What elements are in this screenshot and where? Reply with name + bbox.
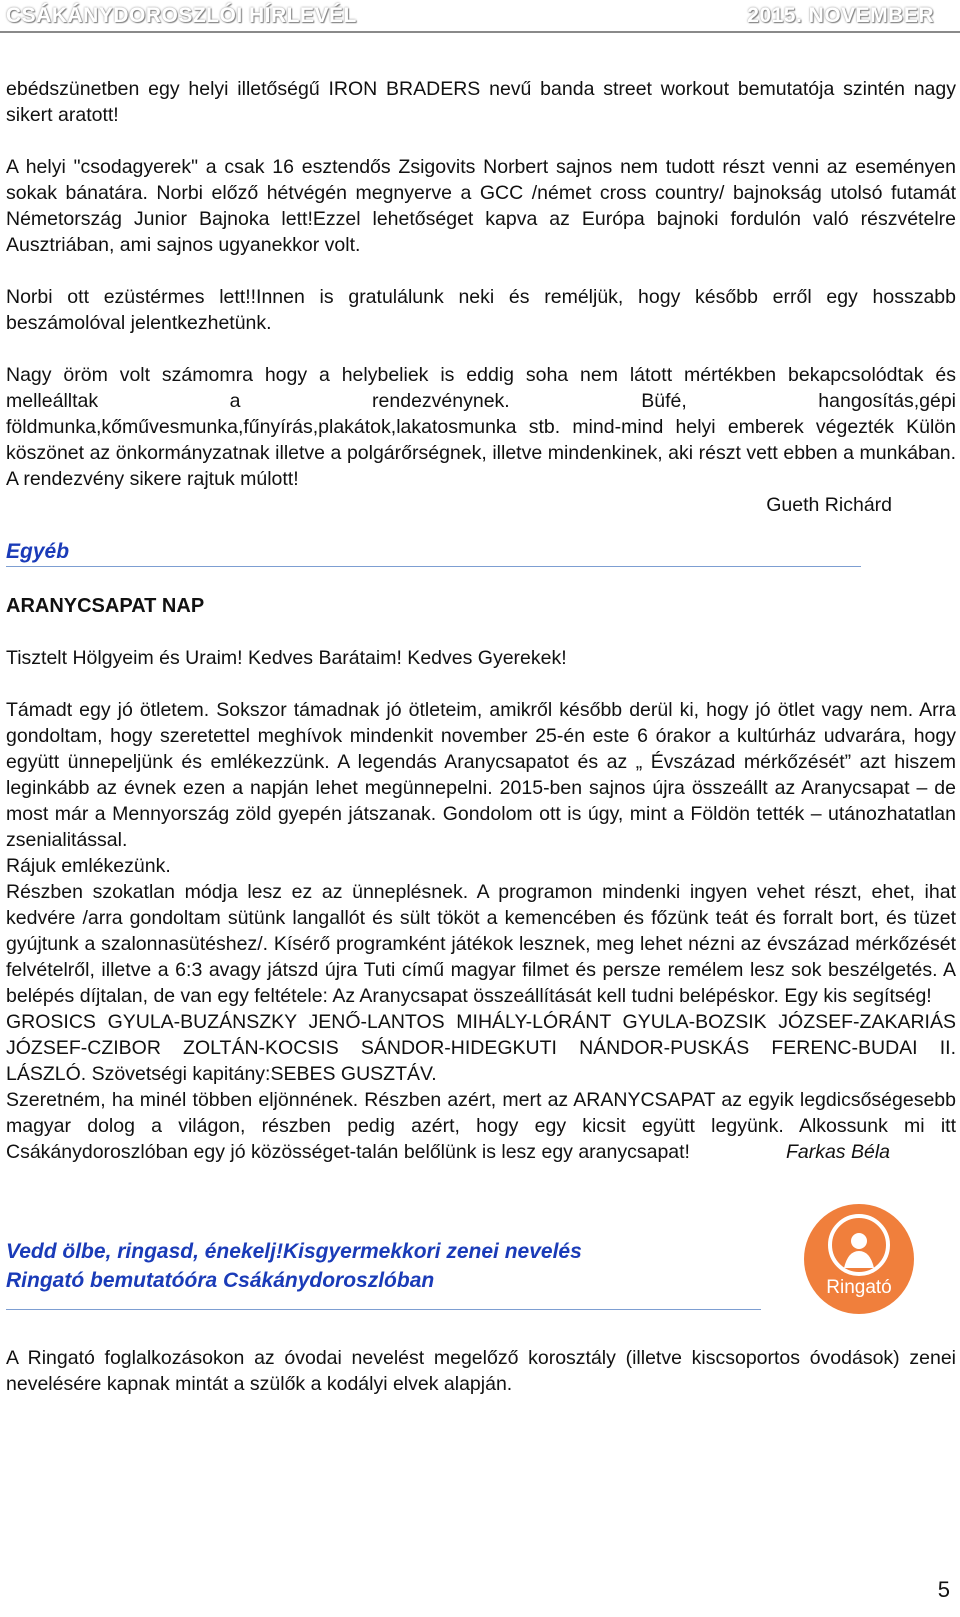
paragraph-street-workout: ebédszünetben egy helyi illetőségű IRON BRADERS nevű banda street workout bemutatója szintén nagy sikert aratott! [6,78,956,126]
article-paragraph: Szeretném, ha minél többen eljönnének. Részben azért, mert az ARANYCSAPAT az egyik legdicsőségesebb magyar dolog a világon, részben pedig azért, hogy egy kicsit együtt legyünk. Alkossunk mi itt Csákánydoroszlóban egy jó közösséget-talán belőlünk is lesz egy aranycsapat! [6,1089,956,1163]
signature-farkas: Farkas Béla [785,1141,890,1163]
newsletter-title: CSÁKÁNYDOROSZLÓI HÍRLEVÉL [6,4,357,27]
ringato-divider [6,1309,761,1310]
signature-gueth: Gueth Richárd [766,494,892,516]
ringato-heading [6,1237,582,1295]
ringato-heading-line: Ringató bemutatóóra Csákánydoroszlóban [6,1269,435,1292]
issue-date: 2015. NOVEMBER [747,4,934,27]
article-paragraph: Támadt egy jó ötletem. Sokszor támadnak jó ötleteim, amikről később derül ki, hogy jó ötlet vagy nem. Arra gondoltam, hogy szeretettel meghívok mindenkit november 25-én este 6 órakor a kultúrház udvarára, hogy együtt ünnepeljünk és emlékezzünk. A legendás Aranycsapatot és az „ Évszázad mérkőzését” azt hiszem leginkább az évnek ezen a napján lehet megünnepelni. 2015-ben sajnos újra összeállt az Aranycsapat – de most már a Mennyország zöld gyepén játszanak. Gondolom ott is úgy, mint a Földön tették – utánozhatatlan zsenialitással. [6,699,956,851]
page-header [0,0,960,34]
ringato-body: A Ringató foglalkozásokon az óvodai nevelést megelőző korosztály (illetve kiscsoportos óvodások) zenei nevelésére kapnak mintát a szülők a kodályi elvek alapján. [6,1347,956,1395]
ringato-logo-text: Ringató [826,1277,892,1298]
section-heading-other: Egyéb [6,540,70,563]
section-divider [6,566,861,567]
page-number: 5 [937,1577,950,1602]
article-team-lineup: GROSICS GYULA-BUZÁNSZKY JENŐ-LANTOS MIHÁLY-LÓRÁNT GYULA-BOZSIK JÓZSEF-ZAKARIÁS JÓZSEF-CZIBOR ZOLTÁN-KOCSIS SÁNDOR-HIDEGKUTI NÁNDOR-PUSKÁS FERENC-BUDAI II. LÁSZLÓ. Szövetségi kapitány:SEBES GUSZTÁV. [6,1011,956,1085]
header-divider [0,31,960,33]
ringato-heading-line: Vedd ölbe, ringasd, énekelj!Kisgyermekkori zenei nevelés [6,1240,582,1263]
article-greeting: Tisztelt Hölgyeim és Uraim! Kedves Barátaim! Kedves Gyerekek! [6,647,567,669]
article-paragraph: Rájuk emlékezünk. [6,855,171,877]
article-title: ARANYCSAPAT NAP [6,595,205,617]
ringato-section [6,1203,956,1315]
section-other [6,538,956,567]
ringato-logo [803,1203,915,1315]
paragraph-thanks: Nagy öröm volt számomra hogy a helybeliek is eddig soha nem látott mértékben bekapcsolódtak és melleálltak a rendezvénynek. Büfé, hangosítás,gépi földmunka,kőművesmunka,fűnyírás,plakátok,lakatosmunka stb. mind-mind helyi emberek végezték Külön köszönet az önkormányzatnak illetve a polgárőrségnek, illetve mindenkinek, aki részt vett ebben a munkában. A rendezvény sikere rajtuk múlott! [6,364,956,490]
page-content [6,76,956,1397]
article-paragraph: Részben szokatlan módja lesz ez az ünneplésnek. A programon mindenki ingyen vehet részt, ehet, ihat kedvére /arra gondoltam sütünk langallót és sült tököt a kemencében és főzünk teát és forralt bort, és tüzet gyújtunk a szalonnasütéshez/. Kísérő programként játékok lesznek, meg lehet nézni az évszázad mérkőzését felvételről, illetve a 6:3 avagy játszd újra Tuti című magyar filmet és persze remélem lesz sok beszélgetés. A belépés díjtalan, de van egy feltétele: Az Aranycsapat összeállítását kell tudni belépéskor. Egy kis segítség! [6,881,956,1007]
paragraph-zsigovits: A helyi "csodagyerek" a csak 16 esztendős Zsigovits Norbert sajnos nem tudott részt venni az eseményen sokak bánatára. Norbi előző hétvégén megnyerve a GCC /német cross country/ bajnokság utolsó futamát Németország Junior Bajnoka lett!Ezzel lehetőséget kapva az Európa bajnoki fordulón való részvételre Ausztriában, ami sajnos ugyanekkor volt. [6,156,956,256]
article-aranycsapat [6,593,956,1165]
paragraph-silver-medal: Norbi ott ezüstérmes lett!!Innen is gratulálunk neki és reméljük, hogy később erről egy hosszabb beszámolóval jelentkezhetünk. [6,286,956,334]
